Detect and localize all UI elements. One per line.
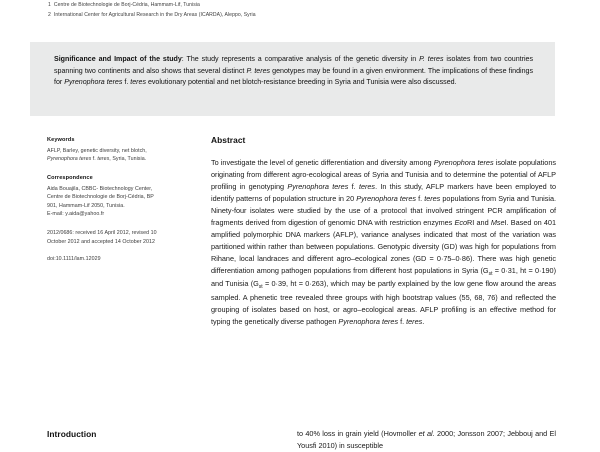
correspondence-line-2: Centre de Biotechnologie de Borj-Cédria, BP [47, 194, 154, 201]
keywords-block [47, 136, 175, 163]
doi-block [47, 255, 175, 263]
abstract-heading: Abstract [211, 135, 246, 145]
correspondence-line-3: 901, Hammam-Lif 2050, Tunisia. [47, 202, 125, 209]
article-history-text: 2012/0686: received 16 April 2012, revised 10 October 2012 and accepted 14 October 2012 [47, 230, 157, 245]
abstract-text: To investigate the level of genetic differentiation and diversity among Pyrenophora teres isolate populations originating from different agro-ecological areas of Syria and Tunisia and to determine the potential of AFLP profiling in genotyping Pyrenophora teres f. teres. In this study, AFLP markers have been employed to identify patterns of population structure in 20 Pyrenophora teres f. teres populations from Syria and Tunisia. Ninety-four isolates were studied by the use of a protocol that involved stringent PCR amplification of fragments derived from digestion of genomic DNA with restriction enzymes EcoRI and MseI. Based on 401 amplified polymorphic DNA markers (AFLP), variance analyses indicated that most of the variation was partitioned within rather than between populations. Genotypic diversity (GD) was high for populations from Rihane, local landraces and different agro–ecological zones (GD = 0·75–0·86). There was high genetic differentiation among pathogen populations from different host populations in Syria ($G_{st} = 0\cdot 31$, ht = 0·190) and Tunisia ($G_{st} = 0\cdot 39$, ht = 0·263), which may be partly explained by the low gene flow around the areas sampled. A phenetic tree revealed three groups with high bootstrap values (55, 68, 76) and reflected the grouping of isolates based on host, or agro–ecological areas. AFLP profiling is an effective method for typing the genetically diverse pathogen Pyrenophora teres f. teres. [211, 158, 557, 326]
affiliation-item [48, 11, 548, 21]
correspondence-email-line [47, 210, 175, 218]
affiliation-number: 1 [48, 2, 51, 8]
significance-box [30, 42, 555, 116]
doi-text[interactable]: doi:10.1111/lam.12029 [47, 256, 101, 263]
affiliation-text: Centre de Biotechnologie de Borj-Cédria, Hammam-Lif, Tunisia [53, 2, 200, 8]
abstract-column [211, 135, 556, 328]
introduction-heading: Introduction [47, 429, 97, 439]
correspondence-heading: Correspondence [47, 175, 93, 182]
keywords-heading: Keywords [47, 137, 75, 143]
affiliations-block [48, 1, 548, 20]
article-history-block [47, 229, 175, 246]
significance-text [54, 54, 533, 89]
affiliation-number: 2 [48, 11, 51, 18]
correspondence-block [47, 174, 175, 218]
email-label: E-mail: [47, 211, 64, 218]
metadata-column [47, 136, 175, 275]
significance-body: : The study represents a comparative analysis of the genetic diversity in P. teres isolates from two countries spanning two continents and also shows that several distinct P. teres genotypes may be found in a given environment. The implications of these findings for Pyrenophora teres f. teres evolutionary potential and net blotch-resistance breeding in Syria and Tunisia were also discussed. [54, 55, 533, 87]
significance-label: Significance and Impact of the study [54, 55, 182, 63]
affiliation-item [48, 1, 548, 11]
affiliation-text: International Center for Agricultural Research in the Dry Areas (ICARDA), Aleppo, Syria [53, 11, 256, 18]
correspondence-line-1: Aida Bouajila, CBBC- Biotechnology Center, [47, 185, 153, 192]
keywords-text: AFLP, Barley, genetic diversity, net blotch, Pyrenophora teres f. teres, Syria, Tunisia. [47, 147, 147, 162]
introduction-continuation-text: to 40% loss in grain yield (Hovmoller et al. 2000; Jonsson 2007; Jebbouj and El Yousfi 2010) in susceptible [297, 429, 556, 451]
email-address[interactable]: y.aida@yahoo.fr [65, 211, 105, 218]
